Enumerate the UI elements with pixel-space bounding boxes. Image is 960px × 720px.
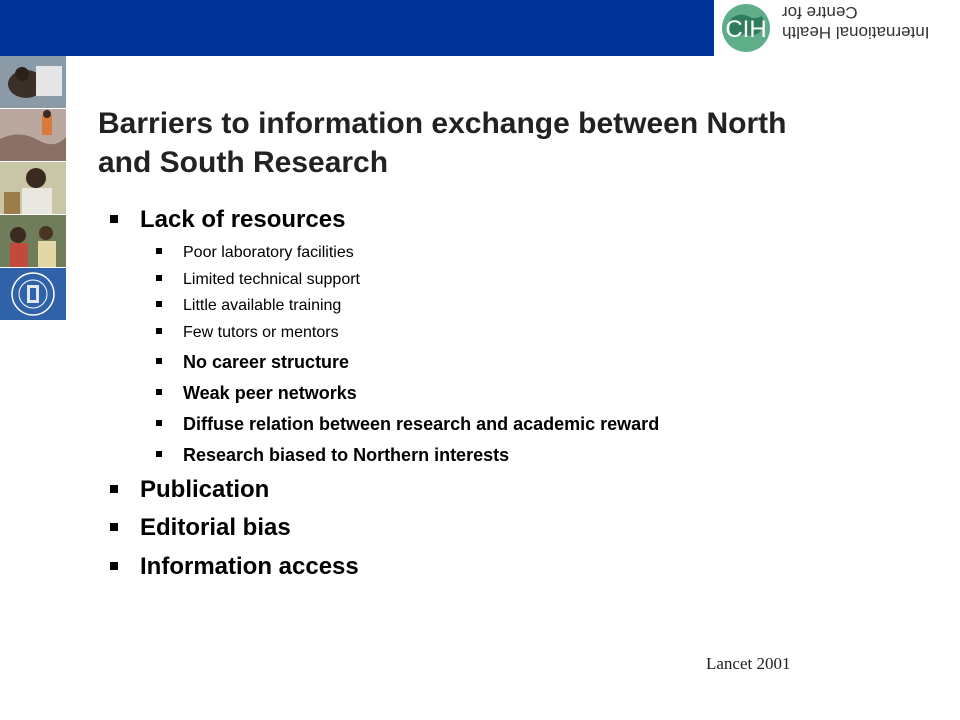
- bullet-text: Information access: [140, 553, 359, 580]
- bullet-square-icon: [110, 523, 118, 531]
- bullet-square-icon: [110, 562, 118, 570]
- title-line-2: and South Research: [98, 146, 389, 179]
- bullet-square-icon: [156, 451, 162, 457]
- bullet-square-icon: [156, 358, 162, 364]
- bullet-level2: [156, 297, 341, 315]
- bullet-level2: [156, 324, 339, 342]
- bullet-text: Diffuse relation between research and academic reward: [183, 414, 660, 434]
- bullet-level2: [156, 244, 354, 262]
- bullet-level1: [110, 206, 345, 234]
- bullet-square-icon: [156, 275, 162, 281]
- bullet-text: Editorial bias: [140, 514, 291, 541]
- logo-text-line1: Centre for: [782, 3, 858, 22]
- slide-title: [98, 104, 878, 182]
- bullet-text: Poor laboratory facilities: [183, 244, 354, 261]
- bullet-text: Publication: [140, 476, 270, 503]
- bullet-square-icon: [156, 389, 162, 395]
- globe-emblem-icon: [718, 2, 774, 54]
- photo-strip: [0, 56, 66, 321]
- bullet-level2: [156, 383, 357, 404]
- bullet-text: No career structure: [183, 352, 350, 372]
- bullet-level2: [156, 271, 360, 289]
- bullet-level2: [156, 445, 509, 466]
- logo-text: [782, 2, 952, 42]
- bullet-square-icon: [110, 215, 118, 223]
- bullet-text: Limited technical support: [183, 271, 360, 288]
- title-line-1: Barriers to information exchange between North: [98, 107, 787, 140]
- bullet-square-icon: [156, 248, 162, 254]
- bullet-level1: [110, 476, 269, 504]
- bullet-square-icon: [156, 301, 162, 307]
- bullet-text: Little available training: [183, 297, 342, 314]
- photo-2: [0, 109, 66, 161]
- bullet-square-icon: [156, 328, 162, 334]
- bullet-level1: [110, 553, 359, 581]
- bullet-level1: [110, 514, 291, 542]
- citation: Lancet 2001: [706, 654, 791, 673]
- cih-logo: [714, 0, 960, 56]
- bullet-text: Lack of resources: [140, 206, 346, 233]
- photo-3: [0, 162, 66, 214]
- logo-text-line2: International Health: [782, 23, 930, 42]
- bullet-text: Weak peer networks: [183, 383, 357, 403]
- bullet-text: Few tutors or mentors: [183, 324, 339, 341]
- bullet-level2: [156, 414, 659, 435]
- bullet-square-icon: [156, 420, 162, 426]
- bullet-level2: [156, 352, 349, 373]
- photo-1: [0, 56, 66, 108]
- logo-lettering: CIH: [725, 16, 767, 43]
- university-seal: [0, 268, 66, 320]
- bullet-square-icon: [110, 485, 118, 493]
- bullet-text: Research biased to Northern interests: [183, 445, 510, 465]
- photo-4: [0, 215, 66, 267]
